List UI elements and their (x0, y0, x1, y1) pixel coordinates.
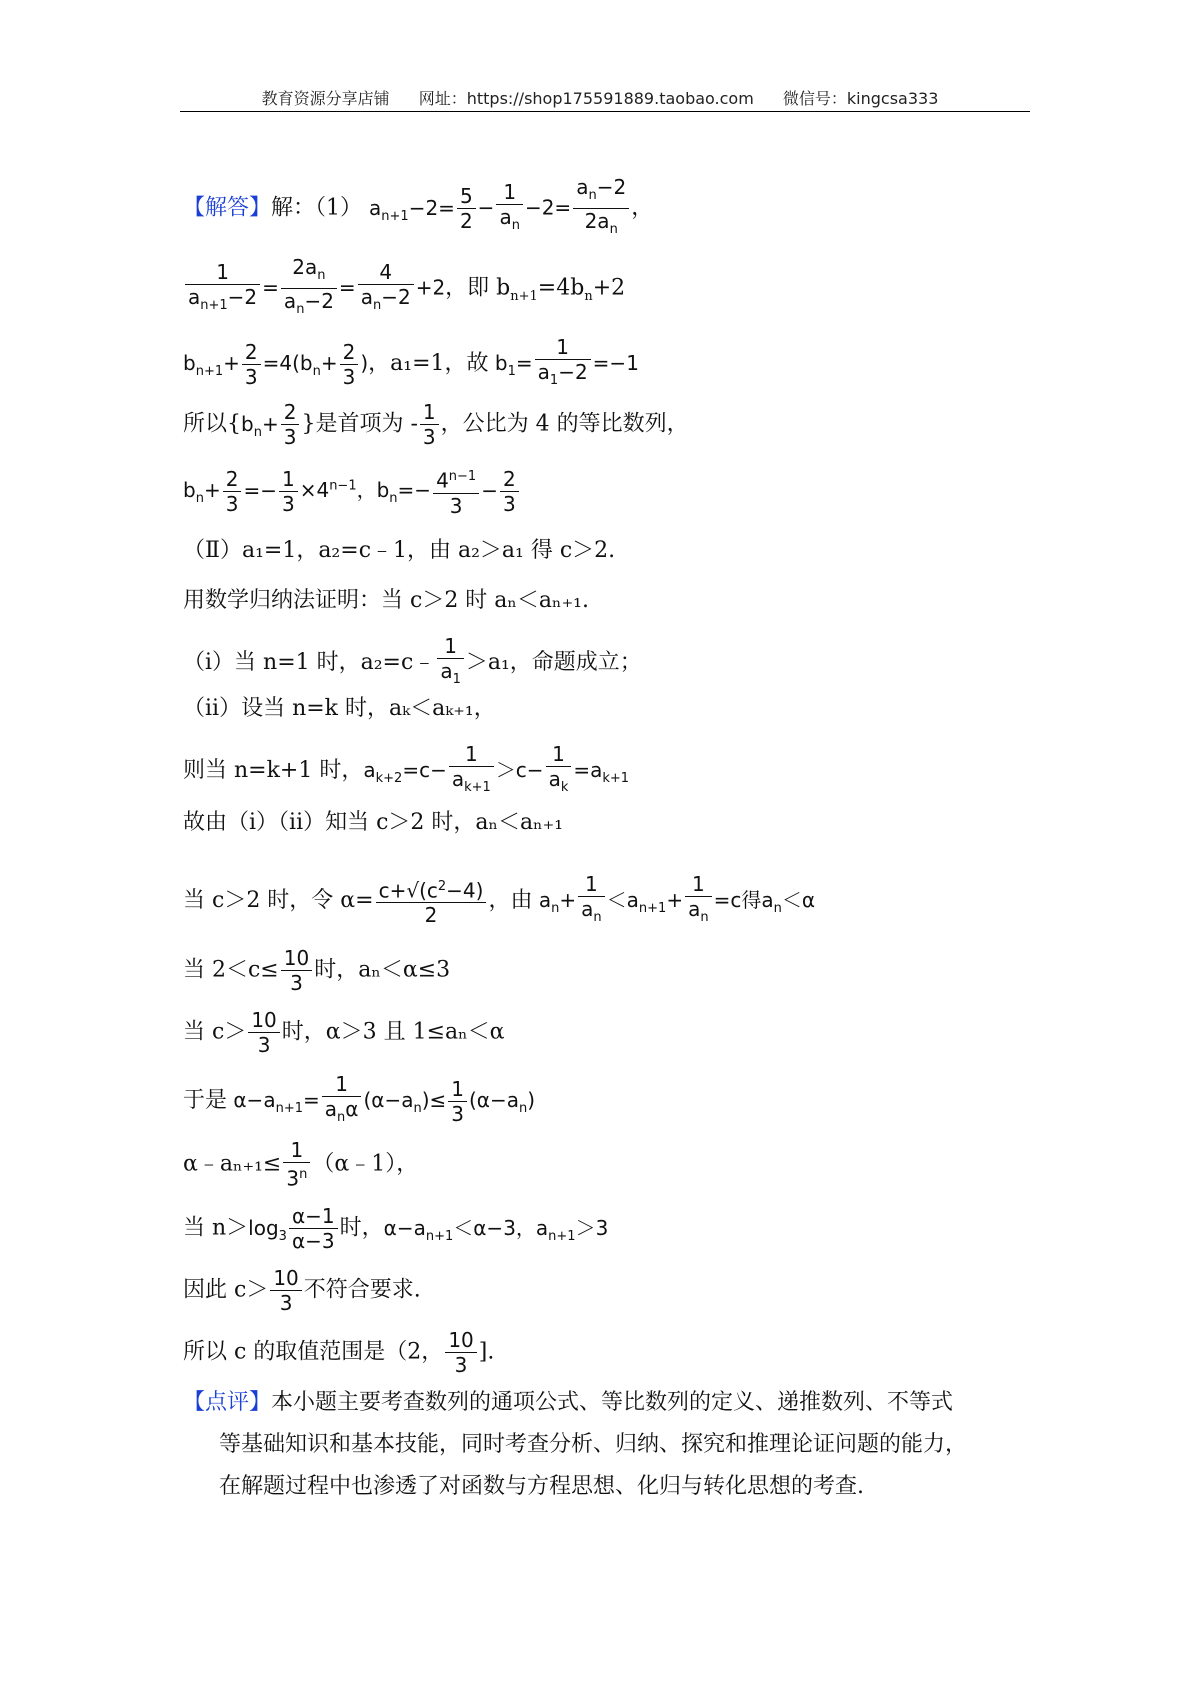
solution-line-15: 于是 $\alpha-a_{n+1}=$ 1 $a_n\alpha$ $(\alpha-a_n)\le$ $\frac{1}{3}$ $(\alpha-a_n)$ (183, 1072, 536, 1126)
solution-line-8: （ⅰ）当 n=1 时，a₂=c﹣ $\frac{1}{a_1}$ ＞a₁，命题成立； (183, 634, 642, 687)
solution-line-9: （ⅱ）设当 n=k 时，aₖ＜aₖ₊₁， (183, 696, 496, 721)
shop-name: 教育资源分享店铺 (261, 89, 390, 108)
solution-line-13: 当 2＜c≤ $\frac{10}{3}$ 时，aₙ＜α≤3 (183, 946, 451, 995)
comment-text-3: 在解题过程中也渗透了对函数与方程思想、化归与转化思想的考查. (219, 1474, 864, 1499)
solution-line-7: 用数学归纳法证明：当 c＞2 时 aₙ＜aₙ₊₁. (183, 588, 589, 613)
solution-line-11: 故由（i）（ii）知当 c＞2 时，aₙ＜aₙ₊₁ (183, 810, 564, 835)
solution-line-1: 【解答】解：（1） $a_{n+1}-2=$ $\frac{5}{2}$ − $\frac{1}{a_n}$ −2= $\frac{a_n-2}{2a_n}$ ， (183, 175, 654, 237)
solution-line-5: $b_n+$ $\frac{2}{3}$ =− $\frac{1}{3}$ $\times 4^{n-1}$，$b_n=-$ $\frac{4^{n-1}}{3}$ − $\frac{2}{3}$ (183, 465, 521, 518)
solution-line-16: α﹣aₙ₊₁≤ $\frac{1}{3^n}$ （α﹣1）， (183, 1138, 419, 1191)
solution-line-18: 因此 c＞ $\frac{10}{3}$ 不符合要求. (183, 1266, 421, 1315)
answer-lead: 解：（1） (271, 195, 363, 221)
solution-line-17: 当 $n>\log_3$ $\frac{\alpha-1}{\alpha-3}$ 时，$\alpha-a_{n+1}<\alpha-3$，$a_{n+1}>3$ (183, 1204, 609, 1253)
solution-line-12: 当 c＞2 时，令 α= $\frac{c+√(c^2-4)}{2}$ ，由 $a_n+$ $\frac{1}{a_n}$ $<a_{n+1}+$ $\frac{1}{a_n}$ =c得$a_n<\alpha$ (183, 872, 816, 928)
solution-line-2: $\frac{1}{a_{n+1}-2}$ = $\frac{2a_n}{a_n-2}$ = $\frac{4}{a_n-2}$ +2，即 $b_{n+1}=4b_n+2$ (183, 255, 625, 322)
comment-text-2: 等基础知识和基本技能，同时考查分析、归纳、探究和推理论证问题的能力， (219, 1432, 968, 1457)
page-header (0, 86, 1200, 109)
wechat-id: 微信号：kingcsa333 (782, 89, 939, 108)
solution-line-6: （Ⅱ）a₁=1，a₂=c﹣1，由 a₂＞a₁ 得 c＞2. (183, 538, 616, 563)
formula: $a_{n+1}-2=$ (369, 195, 455, 224)
solution-line-19: 所以 c 的取值范围是（2， $\frac{10}{3}$ ]. (183, 1328, 495, 1377)
answer-tag: 【解答】 (183, 195, 272, 221)
comment-tag: 【点评】 (183, 1390, 272, 1415)
solution-line-4: 所以{$b_n+$ $\frac{2}{3}$ }是首项为 - $\frac{1}{3}$ ，公比为 4 的等比数列， (183, 400, 689, 449)
solution-line-14: 当 c＞ $\frac{10}{3}$ 时，α＞3 且 1≤aₙ＜α (183, 1008, 505, 1057)
comment-text-1: 本小题主要考查数列的通项公式、等比数列的定义、递推数列、不等式 (271, 1390, 954, 1415)
comment-block (183, 1382, 1033, 1508)
solution-line-3: $b_{n+1}+$ $\frac{2}{3}$ $=4(b_n+$ $\frac{2}{3}$ )，a₁=1，故 $b_1=$ $\frac{1}{a_1-2}$ =−1 (183, 335, 639, 389)
header-divider (180, 111, 1030, 112)
shop-url: 网址：https://shop175591889.taobao.com (418, 89, 754, 108)
solution-line-10: 则当 n=k+1 时，$a_{k+2}=c-$ $\frac{1}{a_{k+1}}$ ＞c− $\frac{1}{a_k}$ $=a_{k+1}$ (183, 742, 630, 795)
